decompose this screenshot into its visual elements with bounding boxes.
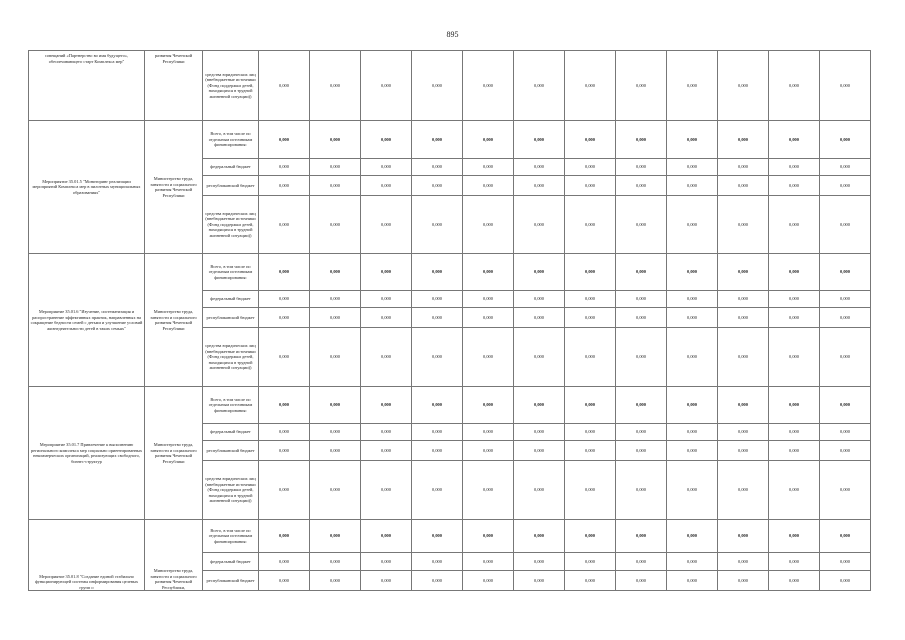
amount-cell: 0,000 bbox=[514, 553, 565, 571]
amount-cell: 0,000 bbox=[565, 291, 616, 308]
amount-cell: 0,000 bbox=[361, 121, 412, 159]
amount-cell: 0,000 bbox=[463, 51, 514, 121]
amount-cell: 0,000 bbox=[412, 553, 463, 571]
table-row bbox=[29, 51, 871, 121]
amount-cell: 0,000 bbox=[565, 121, 616, 159]
amount-cell: 0,000 bbox=[820, 387, 871, 424]
amount-cell: 0,000 bbox=[514, 461, 565, 520]
amount-cell: 0,000 bbox=[769, 520, 820, 553]
amount-cell: 0,000 bbox=[361, 308, 412, 328]
amount-cell: 0,000 bbox=[259, 176, 310, 196]
amount-cell: 0,000 bbox=[259, 159, 310, 176]
amount-cell: 0,000 bbox=[820, 461, 871, 520]
amount-cell: 0,000 bbox=[514, 121, 565, 159]
amount-cell: 0,000 bbox=[514, 254, 565, 291]
amount-cell: 0,000 bbox=[616, 441, 667, 461]
amount-cell: 0,000 bbox=[514, 196, 565, 254]
amount-cell: 0,000 bbox=[463, 441, 514, 461]
amount-cell: 0,000 bbox=[259, 328, 310, 387]
funding-source-cell: Всего, в том числе по отдельным источникам финансирования: bbox=[203, 387, 259, 424]
amount-cell: 0,000 bbox=[769, 196, 820, 254]
amount-cell: 0,000 bbox=[667, 387, 718, 424]
funding-source-cell: средства юридических лиц (внебюджетные источники (Фонд поддержки детей, находящихся в трудной жизненной ситуации)) bbox=[203, 196, 259, 254]
amount-cell: 0,000 bbox=[412, 424, 463, 441]
amount-cell: 0,000 bbox=[361, 571, 412, 591]
amount-cell: 0,000 bbox=[667, 159, 718, 176]
amount-cell: 0,000 bbox=[718, 196, 769, 254]
funding-source-cell: федеральный бюджет bbox=[203, 553, 259, 571]
executor-cell: Министерство труда, занятости и социального развития Чеченской Республики bbox=[145, 387, 203, 520]
measure-cell: Мероприятие 35.01.7 Привлечение к выполнению регионального комплекса мер социально ориентированных некоммерческих организаций, реализующих свободного, бизнес-структур bbox=[29, 387, 145, 520]
amount-cell: 0,000 bbox=[259, 387, 310, 424]
amount-cell: 0,000 bbox=[310, 461, 361, 520]
amount-cell: 0,000 bbox=[769, 176, 820, 196]
amount-cell: 0,000 bbox=[565, 441, 616, 461]
amount-cell: 0,000 bbox=[769, 121, 820, 159]
amount-cell: 0,000 bbox=[667, 121, 718, 159]
amount-cell: 0,000 bbox=[412, 461, 463, 520]
amount-cell: 0,000 bbox=[820, 159, 871, 176]
amount-cell: 0,000 bbox=[718, 553, 769, 571]
amount-cell: 0,000 bbox=[310, 328, 361, 387]
amount-cell: 0,000 bbox=[463, 291, 514, 308]
funding-source-cell: республиканский бюджет bbox=[203, 176, 259, 196]
amount-cell: 0,000 bbox=[820, 51, 871, 121]
amount-cell: 0,000 bbox=[514, 387, 565, 424]
funding-source-cell: федеральный бюджет bbox=[203, 424, 259, 441]
amount-cell: 0,000 bbox=[565, 159, 616, 176]
amount-cell: 0,000 bbox=[565, 328, 616, 387]
amount-cell: 0,000 bbox=[310, 291, 361, 308]
amount-cell: 0,000 bbox=[616, 308, 667, 328]
amount-cell: 0,000 bbox=[667, 308, 718, 328]
amount-cell: 0,000 bbox=[616, 387, 667, 424]
amount-cell: 0,000 bbox=[259, 441, 310, 461]
amount-cell: 0,000 bbox=[361, 51, 412, 121]
amount-cell: 0,000 bbox=[412, 387, 463, 424]
amount-cell: 0,000 bbox=[565, 571, 616, 591]
amount-cell: 0,000 bbox=[259, 254, 310, 291]
amount-cell: 0,000 bbox=[718, 159, 769, 176]
funding-source-cell: республиканский бюджет bbox=[203, 571, 259, 591]
measure-cell: совещаний «Партнерство во имя будущего», обеспечивающего старт Комплекса мер" bbox=[29, 51, 145, 121]
amount-cell: 0,000 bbox=[718, 387, 769, 424]
amount-cell: 0,000 bbox=[565, 51, 616, 121]
amount-cell: 0,000 bbox=[616, 159, 667, 176]
measure-cell: Мероприятие 35.01.8 "Создание единой стабильно функционирующей системы информирования целевых групп о bbox=[29, 520, 145, 591]
amount-cell: 0,000 bbox=[412, 571, 463, 591]
amount-cell: 0,000 bbox=[259, 424, 310, 441]
amount-cell: 0,000 bbox=[718, 291, 769, 308]
amount-cell: 0,000 bbox=[259, 121, 310, 159]
table-row bbox=[29, 520, 871, 553]
amount-cell: 0,000 bbox=[667, 571, 718, 591]
amount-cell: 0,000 bbox=[514, 51, 565, 121]
amount-cell: 0,000 bbox=[616, 328, 667, 387]
amount-cell: 0,000 bbox=[412, 159, 463, 176]
amount-cell: 0,000 bbox=[514, 308, 565, 328]
amount-cell: 0,000 bbox=[820, 121, 871, 159]
amount-cell: 0,000 bbox=[361, 553, 412, 571]
amount-cell: 0,000 bbox=[361, 328, 412, 387]
amount-cell: 0,000 bbox=[463, 571, 514, 591]
amount-cell: 0,000 bbox=[259, 520, 310, 553]
amount-cell: 0,000 bbox=[616, 571, 667, 591]
amount-cell: 0,000 bbox=[412, 308, 463, 328]
executor-cell: развития Чеченской Республики bbox=[145, 51, 203, 121]
amount-cell: 0,000 bbox=[310, 424, 361, 441]
amount-cell: 0,000 bbox=[616, 176, 667, 196]
amount-cell: 0,000 bbox=[259, 291, 310, 308]
amount-cell: 0,000 bbox=[616, 520, 667, 553]
amount-cell: 0,000 bbox=[667, 254, 718, 291]
measure-cell: Мероприятие 35.01.5 "Мониторинг реализации мероприятий Комплекса мер в пилотных муниципальных образованиях" bbox=[29, 121, 145, 254]
amount-cell: 0,000 bbox=[769, 387, 820, 424]
amount-cell: 0,000 bbox=[718, 51, 769, 121]
amount-cell: 0,000 bbox=[310, 553, 361, 571]
amount-cell: 0,000 bbox=[820, 571, 871, 591]
amount-cell: 0,000 bbox=[820, 553, 871, 571]
amount-cell: 0,000 bbox=[616, 51, 667, 121]
amount-cell: 0,000 bbox=[259, 51, 310, 121]
amount-cell: 0,000 bbox=[514, 291, 565, 308]
amount-cell: 0,000 bbox=[463, 121, 514, 159]
amount-cell: 0,000 bbox=[718, 121, 769, 159]
page-number: 895 bbox=[446, 30, 459, 39]
amount-cell: 0,000 bbox=[361, 196, 412, 254]
funding-source-cell: Всего, в том числе по отдельным источникам финансирования: bbox=[203, 254, 259, 291]
amount-cell: 0,000 bbox=[463, 176, 514, 196]
amount-cell: 0,000 bbox=[514, 441, 565, 461]
table-row bbox=[29, 121, 871, 159]
amount-cell: 0,000 bbox=[718, 308, 769, 328]
amount-cell: 0,000 bbox=[412, 51, 463, 121]
amount-cell: 0,000 bbox=[616, 424, 667, 441]
amount-cell: 0,000 bbox=[463, 387, 514, 424]
amount-cell: 0,000 bbox=[769, 291, 820, 308]
amount-cell: 0,000 bbox=[769, 328, 820, 387]
amount-cell: 0,000 bbox=[820, 254, 871, 291]
amount-cell: 0,000 bbox=[514, 176, 565, 196]
amount-cell: 0,000 bbox=[463, 461, 514, 520]
amount-cell: 0,000 bbox=[718, 441, 769, 461]
funding-source-cell: федеральный бюджет bbox=[203, 291, 259, 308]
amount-cell: 0,000 bbox=[259, 308, 310, 328]
amount-cell: 0,000 bbox=[361, 387, 412, 424]
funding-source-cell: федеральный бюджет bbox=[203, 159, 259, 176]
amount-cell: 0,000 bbox=[463, 196, 514, 254]
measure-cell: Мероприятие 35.01.6 "Изучение, систематизация и распространение эффективных практик, направленных на сокращение бедности семей с детьми и улучшение условий жизнедеятельности детей в таких семьях" bbox=[29, 254, 145, 387]
amount-cell: 0,000 bbox=[463, 424, 514, 441]
amount-cell: 0,000 bbox=[667, 553, 718, 571]
amount-cell: 0,000 bbox=[463, 520, 514, 553]
amount-cell: 0,000 bbox=[820, 424, 871, 441]
amount-cell: 0,000 bbox=[565, 308, 616, 328]
amount-cell: 0,000 bbox=[412, 328, 463, 387]
amount-cell: 0,000 bbox=[310, 308, 361, 328]
amount-cell: 0,000 bbox=[718, 571, 769, 591]
amount-cell: 0,000 bbox=[463, 254, 514, 291]
amount-cell: 0,000 bbox=[514, 159, 565, 176]
amount-cell: 0,000 bbox=[718, 520, 769, 553]
amount-cell: 0,000 bbox=[565, 424, 616, 441]
amount-cell: 0,000 bbox=[310, 571, 361, 591]
amount-cell: 0,000 bbox=[412, 520, 463, 553]
amount-cell: 0,000 bbox=[310, 520, 361, 553]
amount-cell: 0,000 bbox=[565, 461, 616, 520]
amount-cell: 0,000 bbox=[769, 308, 820, 328]
amount-cell: 0,000 bbox=[412, 121, 463, 159]
amount-cell: 0,000 bbox=[667, 461, 718, 520]
amount-cell: 0,000 bbox=[259, 196, 310, 254]
amount-cell: 0,000 bbox=[310, 121, 361, 159]
amount-cell: 0,000 bbox=[310, 196, 361, 254]
amount-cell: 0,000 bbox=[769, 254, 820, 291]
amount-cell: 0,000 bbox=[667, 328, 718, 387]
funding-source-cell: Всего, в том числе по отдельным источникам финансирования: bbox=[203, 520, 259, 553]
executor-cell: Министерство труда, занятости и социального развития Чеченской Республики bbox=[145, 254, 203, 387]
amount-cell: 0,000 bbox=[463, 553, 514, 571]
funding-source-cell: средства юридических лиц (внебюджетные источники (Фонд поддержки детей, находящихся в трудной жизненной ситуации)) bbox=[203, 51, 259, 121]
amount-cell: 0,000 bbox=[769, 461, 820, 520]
amount-cell: 0,000 bbox=[616, 461, 667, 520]
amount-cell: 0,000 bbox=[667, 424, 718, 441]
amount-cell: 0,000 bbox=[310, 441, 361, 461]
amount-cell: 0,000 bbox=[361, 159, 412, 176]
amount-cell: 0,000 bbox=[667, 441, 718, 461]
amount-cell: 0,000 bbox=[616, 254, 667, 291]
funding-table bbox=[28, 50, 871, 591]
amount-cell: 0,000 bbox=[514, 571, 565, 591]
table-row bbox=[29, 254, 871, 291]
amount-cell: 0,000 bbox=[361, 424, 412, 441]
amount-cell: 0,000 bbox=[667, 196, 718, 254]
amount-cell: 0,000 bbox=[769, 441, 820, 461]
amount-cell: 0,000 bbox=[412, 441, 463, 461]
amount-cell: 0,000 bbox=[361, 176, 412, 196]
amount-cell: 0,000 bbox=[463, 328, 514, 387]
amount-cell: 0,000 bbox=[361, 291, 412, 308]
funding-source-cell: средства юридических лиц (внебюджетные источники (Фонд поддержки детей, находящихся в трудной жизненной ситуации)) bbox=[203, 461, 259, 520]
amount-cell: 0,000 bbox=[514, 424, 565, 441]
amount-cell: 0,000 bbox=[310, 254, 361, 291]
amount-cell: 0,000 bbox=[820, 520, 871, 553]
amount-cell: 0,000 bbox=[463, 159, 514, 176]
amount-cell: 0,000 bbox=[310, 176, 361, 196]
amount-cell: 0,000 bbox=[565, 520, 616, 553]
funding-source-cell: средства юридических лиц (внебюджетные источники (Фонд поддержки детей, находящихся в трудной жизненной ситуации)) bbox=[203, 328, 259, 387]
amount-cell: 0,000 bbox=[412, 196, 463, 254]
amount-cell: 0,000 bbox=[769, 159, 820, 176]
amount-cell: 0,000 bbox=[361, 461, 412, 520]
amount-cell: 0,000 bbox=[259, 461, 310, 520]
amount-cell: 0,000 bbox=[565, 387, 616, 424]
funding-source-cell: республиканский бюджет bbox=[203, 441, 259, 461]
amount-cell: 0,000 bbox=[667, 520, 718, 553]
amount-cell: 0,000 bbox=[718, 254, 769, 291]
amount-cell: 0,000 bbox=[718, 176, 769, 196]
executor-cell: Министерство труда, занятости и социального развития Чеченской Республики, bbox=[145, 520, 203, 591]
amount-cell: 0,000 bbox=[514, 520, 565, 553]
amount-cell: 0,000 bbox=[820, 441, 871, 461]
amount-cell: 0,000 bbox=[616, 553, 667, 571]
amount-cell: 0,000 bbox=[616, 291, 667, 308]
amount-cell: 0,000 bbox=[769, 424, 820, 441]
amount-cell: 0,000 bbox=[667, 51, 718, 121]
amount-cell: 0,000 bbox=[259, 553, 310, 571]
amount-cell: 0,000 bbox=[769, 571, 820, 591]
amount-cell: 0,000 bbox=[718, 461, 769, 520]
amount-cell: 0,000 bbox=[361, 441, 412, 461]
amount-cell: 0,000 bbox=[565, 196, 616, 254]
amount-cell: 0,000 bbox=[259, 571, 310, 591]
amount-cell: 0,000 bbox=[310, 51, 361, 121]
amount-cell: 0,000 bbox=[310, 159, 361, 176]
amount-cell: 0,000 bbox=[769, 51, 820, 121]
amount-cell: 0,000 bbox=[616, 121, 667, 159]
amount-cell: 0,000 bbox=[514, 328, 565, 387]
amount-cell: 0,000 bbox=[820, 196, 871, 254]
amount-cell: 0,000 bbox=[310, 387, 361, 424]
amount-cell: 0,000 bbox=[820, 291, 871, 308]
amount-cell: 0,000 bbox=[667, 176, 718, 196]
amount-cell: 0,000 bbox=[463, 308, 514, 328]
amount-cell: 0,000 bbox=[361, 520, 412, 553]
funding-source-cell: республиканский бюджет bbox=[203, 308, 259, 328]
amount-cell: 0,000 bbox=[718, 424, 769, 441]
funding-source-cell: Всего, в том числе по отдельным источникам финансирования: bbox=[203, 121, 259, 159]
table-row bbox=[29, 387, 871, 424]
amount-cell: 0,000 bbox=[718, 328, 769, 387]
amount-cell: 0,000 bbox=[565, 176, 616, 196]
amount-cell: 0,000 bbox=[820, 176, 871, 196]
executor-cell: Министерство труда, занятости и социального развития Чеченской Республики bbox=[145, 121, 203, 254]
amount-cell: 0,000 bbox=[361, 254, 412, 291]
amount-cell: 0,000 bbox=[769, 553, 820, 571]
amount-cell: 0,000 bbox=[565, 553, 616, 571]
amount-cell: 0,000 bbox=[616, 196, 667, 254]
amount-cell: 0,000 bbox=[565, 254, 616, 291]
amount-cell: 0,000 bbox=[820, 328, 871, 387]
amount-cell: 0,000 bbox=[412, 176, 463, 196]
amount-cell: 0,000 bbox=[412, 254, 463, 291]
amount-cell: 0,000 bbox=[820, 308, 871, 328]
amount-cell: 0,000 bbox=[412, 291, 463, 308]
amount-cell: 0,000 bbox=[667, 291, 718, 308]
